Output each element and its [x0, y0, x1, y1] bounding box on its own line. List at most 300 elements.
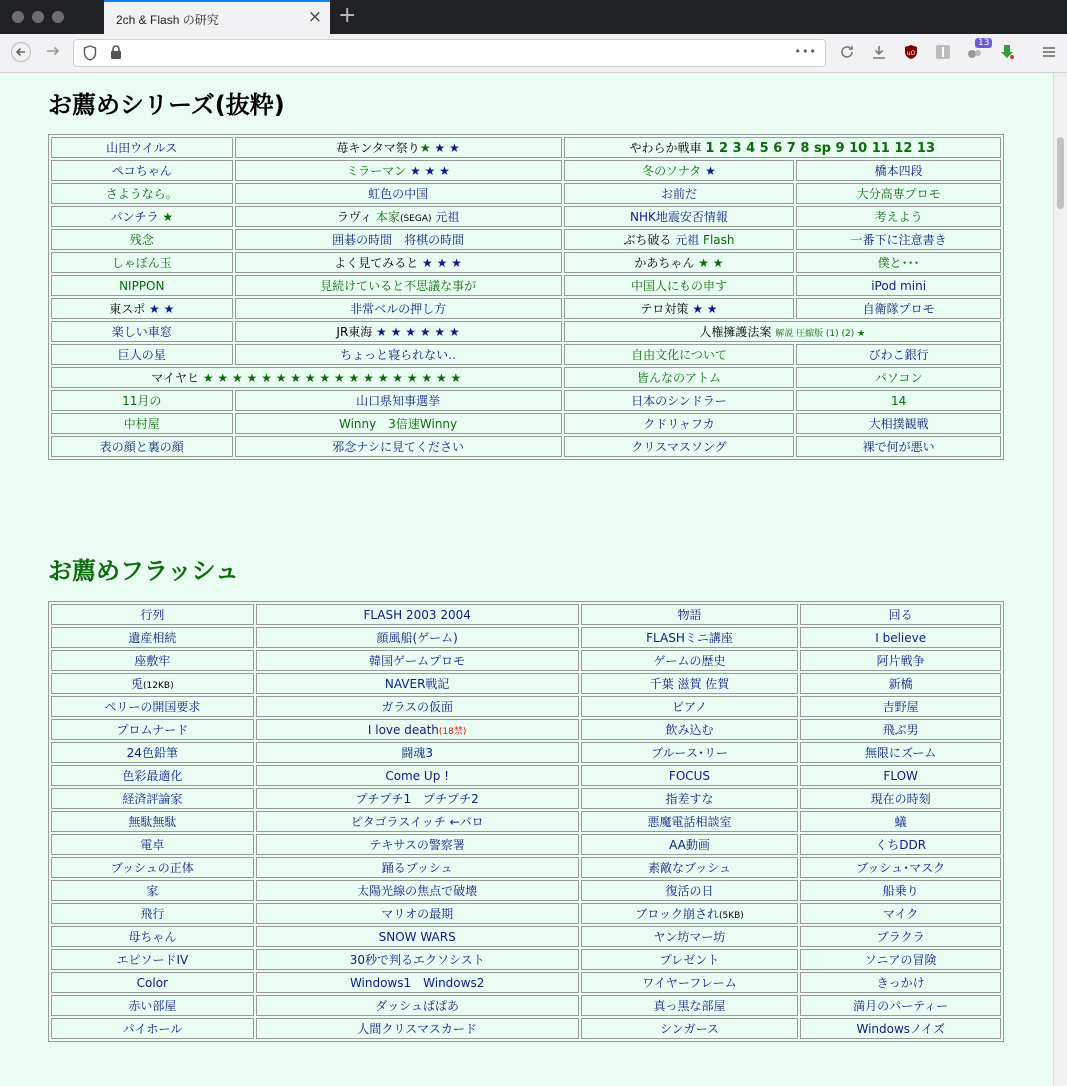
table-cell [256, 673, 579, 694]
table-cell [800, 880, 1001, 901]
link[interactable]: クドリャフカ [643, 417, 715, 431]
link[interactable]: ★ [445, 141, 460, 155]
link[interactable]: さようなら。 [105, 187, 178, 201]
link[interactable]: 解説 圧縮版 (1) (2) ★ [775, 329, 866, 339]
link[interactable]: エピソードIV [116, 953, 189, 967]
table-row [51, 650, 1001, 671]
table-cell [51, 765, 254, 786]
link[interactable]: パイホール [122, 1022, 183, 1036]
link[interactable]: 闘魂3 [401, 746, 433, 760]
lock-icon[interactable] [110, 45, 122, 64]
hamburger-menu-icon[interactable] [1040, 44, 1058, 62]
table-cell [800, 673, 1001, 694]
link[interactable]: 見続けていると不思議な事が [320, 279, 477, 293]
table-row [51, 788, 1001, 809]
link[interactable]: 人間クリスマスカード [357, 1022, 477, 1036]
link[interactable]: 中村屋 [123, 417, 160, 431]
link[interactable]: Color [136, 975, 168, 990]
table-cell [51, 252, 233, 273]
table-cell [800, 1018, 1001, 1039]
table-cell [256, 834, 579, 855]
link[interactable]: プチプチ1 プチプチ2 [355, 792, 479, 806]
link[interactable]: ピアノ [671, 700, 708, 714]
link[interactable]: 吉野屋 [882, 700, 919, 714]
table-row [51, 160, 1001, 181]
table-row [51, 811, 1001, 832]
table-cell [51, 719, 254, 740]
cell-text: JR東海 [336, 325, 373, 339]
link[interactable]: 船乗り [882, 884, 919, 898]
table-cell [51, 972, 254, 993]
link[interactable]: 指差すな [665, 792, 714, 806]
link[interactable]: 30秒で判るエクソシスト [349, 953, 485, 967]
table-cell [256, 857, 579, 878]
link[interactable]: 巨人の星 [117, 348, 166, 362]
table-cell [235, 344, 562, 365]
table-cell [581, 857, 799, 878]
link[interactable]: 考えよう [874, 210, 923, 224]
link[interactable]: 素敵なブッシュ [648, 861, 731, 875]
link[interactable]: しゃぼん玉 [111, 256, 172, 270]
table-row [51, 696, 1001, 717]
cell-text: 人権擁護法案 [699, 325, 776, 339]
link[interactable]: ちょっと寝られない‥ [340, 348, 457, 362]
link[interactable]: Winny 3倍速Winny [339, 417, 458, 431]
cell-text: 苺キンタマ祭り [336, 141, 420, 155]
link[interactable]: パソコン [874, 371, 923, 385]
table-cell [564, 390, 795, 411]
link[interactable]: 家 [146, 884, 159, 898]
link[interactable]: ペコちゃん [111, 164, 172, 178]
download-extension-icon[interactable] [998, 44, 1016, 62]
table-cell [564, 344, 795, 365]
shield-icon[interactable] [83, 45, 97, 65]
link[interactable]: 非常ベルの押し方 [350, 302, 447, 316]
link[interactable]: ★ [430, 141, 446, 155]
link[interactable]: NAVER戦記 [384, 677, 450, 691]
link[interactable]: 顔風船(ゲーム) [376, 631, 458, 645]
table-row [51, 183, 1001, 204]
maximize-window-icon[interactable] [52, 11, 64, 23]
table-row [51, 834, 1001, 855]
table-row [51, 604, 1001, 625]
tab-title: 2ch & Flash の研究 [116, 13, 219, 27]
link[interactable]: iPod mini [871, 278, 927, 293]
link[interactable]: 無駄無駄 [128, 815, 177, 829]
link[interactable]: マリオの最期 [381, 907, 454, 921]
table-cell [796, 344, 1001, 365]
link[interactable]: 経済評論家 [122, 792, 183, 806]
link[interactable]: ブロック崩され [635, 907, 719, 921]
table-row [51, 137, 1001, 158]
link[interactable]: 物語 [677, 608, 702, 622]
forward-arrow-icon[interactable] [44, 42, 62, 65]
table-cell [256, 926, 579, 947]
link[interactable]: 復活の日 [665, 884, 714, 898]
link[interactable]: 阿片戦争 [876, 654, 925, 668]
link[interactable]: シンガース [659, 1022, 720, 1036]
scrollbar-thumb[interactable] [1057, 137, 1064, 209]
table-cell [256, 903, 579, 924]
tab-close-icon[interactable]: × [307, 7, 322, 27]
link[interactable]: 満月のパーティー [853, 999, 949, 1013]
link[interactable]: Come Up ! [385, 768, 449, 783]
table-cell [800, 903, 1001, 924]
table-cell [235, 229, 562, 250]
link[interactable]: 兎 [131, 677, 144, 691]
table-cell [796, 183, 1001, 204]
table-cell [51, 367, 562, 388]
link[interactable]: 一番下に注意書き [850, 233, 947, 247]
table-cell [581, 972, 799, 993]
table-cell [796, 206, 1001, 227]
table-row [51, 390, 1001, 411]
download-icon[interactable] [870, 44, 888, 62]
table-cell [564, 160, 795, 181]
table-cell [51, 857, 254, 878]
table-cell [51, 298, 233, 319]
link[interactable]: ★ [419, 141, 431, 155]
link[interactable]: 色彩最適化 [122, 769, 183, 783]
table-row [51, 995, 1001, 1016]
link[interactable]: 飲み込む [665, 723, 714, 737]
link[interactable]: 14 [891, 393, 907, 408]
link[interactable]: FLASH 2003 2004 [363, 607, 471, 622]
table-cell [256, 880, 579, 901]
link[interactable]: 表の顔と裏の顔 [99, 440, 184, 454]
table-cell [564, 206, 795, 227]
table-cell [800, 650, 1001, 671]
link[interactable]: ★ ★ ★ ★ ★ ★ ★ ★ ★ ★ ★ ★ ★ ★ ★ ★ ★ ★ [199, 371, 462, 385]
series-heading: お薦めシリーズ(抜粋) [48, 91, 285, 119]
cell-text: (18禁) [438, 726, 467, 737]
link[interactable]: Windowsノイズ [856, 1022, 945, 1036]
table-cell [51, 183, 233, 204]
table-cell [51, 627, 254, 648]
link[interactable]: Windows1 Windows2 [349, 976, 485, 990]
ublock-extension-icon[interactable] [902, 44, 920, 62]
link[interactable]: 飛行 [140, 907, 165, 921]
link[interactable]: 遺産相続 [128, 631, 177, 645]
table-cell [235, 183, 562, 204]
cell-text: (SEGA) [399, 214, 432, 224]
table-cell [581, 788, 799, 809]
table-row [51, 972, 1001, 993]
link[interactable]: 邪念ナシに見てください [332, 440, 464, 454]
link[interactable]: 虹色の中国 [368, 187, 429, 201]
link[interactable]: 現在の時刻 [870, 792, 931, 806]
table-cell [581, 650, 799, 671]
vertical-scrollbar[interactable] [1053, 73, 1067, 1086]
table-cell [256, 765, 579, 786]
link[interactable]: ★ ★ [694, 256, 724, 270]
minimize-window-icon[interactable] [32, 11, 44, 23]
table-cell [581, 949, 799, 970]
table-cell [581, 811, 799, 832]
cell-text: ラヴィ [336, 210, 376, 224]
link[interactable]: 元祖 [675, 233, 700, 247]
page-actions-menu-icon[interactable]: ••• [794, 45, 817, 58]
link[interactable]: 皆んなのアトム [636, 371, 721, 385]
table-cell [581, 742, 799, 763]
table-cell [796, 298, 1001, 319]
table-row [51, 344, 1001, 365]
link[interactable]: I love death [367, 722, 439, 737]
table-cell [581, 834, 799, 855]
cell-text: よく見てみると [334, 256, 419, 270]
link[interactable]: ★ [158, 210, 174, 224]
table-cell [581, 995, 799, 1016]
table-row [51, 719, 1001, 740]
table-cell [564, 275, 795, 296]
table-cell [581, 719, 799, 740]
table-cell [800, 995, 1001, 1016]
table-cell [51, 742, 254, 763]
address-bar[interactable] [73, 39, 826, 67]
table-row [51, 857, 1001, 878]
extension-badge: 13 [975, 38, 992, 48]
table-cell [796, 160, 1001, 181]
link[interactable]: NIPPON [119, 278, 165, 293]
table-cell [256, 604, 579, 625]
link[interactable]: 赤い部屋 [128, 999, 177, 1013]
link[interactable]: 11月の [122, 394, 162, 408]
table-row [51, 367, 1001, 388]
link[interactable]: 母ちゃん [128, 930, 177, 944]
table-cell [800, 834, 1001, 855]
link[interactable]: ペリーの開国要求 [104, 700, 201, 714]
link[interactable]: ブルース･リー [651, 746, 728, 760]
table-cell [51, 949, 254, 970]
table-cell [51, 673, 254, 694]
link[interactable]: 橋本四段 [874, 164, 923, 178]
link[interactable]: 自衛隊プロモ [862, 302, 935, 316]
link[interactable]: FLASHミニ講座 [646, 631, 733, 645]
link[interactable]: ★ ★ [145, 302, 175, 316]
link[interactable]: 千葉 滋賀 佐賀 [649, 677, 730, 691]
link[interactable]: 飛ぶ男 [882, 723, 919, 737]
table-cell [51, 321, 233, 342]
link[interactable]: 24色鉛筆 [126, 746, 178, 760]
link[interactable]: ヤン坊マー坊 [653, 930, 726, 944]
link[interactable]: 座敷牢 [134, 654, 171, 668]
table-cell [581, 604, 799, 625]
link[interactable]: SNOW WARS [378, 929, 456, 944]
table-cell [235, 436, 562, 457]
link[interactable]: FOCUS [668, 768, 711, 783]
link[interactable]: 悪魔電話相談室 [647, 815, 732, 829]
link[interactable]: 日本のシンドラー [631, 394, 727, 408]
link[interactable]: ★ ★ [688, 302, 718, 316]
link[interactable]: ゲームの歴史 [653, 654, 726, 668]
link[interactable]: びわこ銀行 [868, 348, 929, 362]
link[interactable]: きっかけ [876, 976, 925, 990]
reload-icon[interactable] [838, 44, 856, 62]
link[interactable]: ガラスの仮面 [381, 700, 453, 714]
table-cell [800, 972, 1001, 993]
table-cell [51, 1018, 254, 1039]
link[interactable]: ダッシュぱぱあ [375, 999, 460, 1013]
table-row [51, 275, 1001, 296]
link[interactable]: 電卓 [140, 838, 165, 852]
table-cell [235, 275, 562, 296]
link[interactable]: 冬のソナタ [642, 164, 702, 178]
link[interactable]: 僕と･･･ [877, 256, 920, 270]
link[interactable]: ★ ★ ★ [418, 256, 462, 270]
table-row [51, 252, 1001, 273]
table-cell [796, 252, 1001, 273]
link[interactable]: 新橋 [888, 677, 913, 691]
cell-text: (12KB) [143, 681, 174, 691]
table-cell [235, 160, 562, 181]
link[interactable]: ★ ★ ★ [406, 164, 450, 178]
link[interactable]: 真っ黒な部屋 [653, 999, 726, 1013]
link[interactable]: NHK地震安否情報 [630, 210, 728, 224]
table-cell [800, 627, 1001, 648]
flash-table [48, 601, 1004, 1042]
table-cell [564, 137, 1001, 158]
table-cell [564, 229, 795, 250]
link[interactable]: マイク [882, 907, 919, 921]
table-cell [581, 880, 799, 901]
table-cell [256, 788, 579, 809]
table-cell [581, 1018, 799, 1039]
table-cell [51, 390, 233, 411]
link[interactable]: 韓国ゲームプロモ [369, 654, 466, 668]
link[interactable]: テキサスの警察署 [369, 838, 465, 852]
link[interactable]: 行列 [140, 608, 165, 622]
link[interactable]: ブッシュ･マスク [856, 861, 946, 875]
link[interactable]: 自由文化について [631, 348, 727, 362]
table-cell [800, 788, 1001, 809]
table-cell [235, 298, 562, 319]
table-cell [564, 436, 795, 457]
link[interactable]: ソニアの冒険 [864, 953, 937, 967]
table-cell [235, 321, 562, 342]
table-cell [51, 811, 254, 832]
link[interactable]: ブッシュの正体 [110, 861, 194, 875]
link[interactable]: ワイヤーフレーム [642, 976, 737, 990]
flash-heading: お薦めフラッシュ [48, 557, 240, 585]
link[interactable]: AA動画 [669, 838, 710, 852]
cell-text: 東スポ [109, 302, 146, 316]
table-row [51, 627, 1001, 648]
table-cell [256, 1018, 579, 1039]
link[interactable]: 大分高専プロモ [856, 187, 941, 201]
table-cell [256, 811, 579, 832]
table-row [51, 1018, 1001, 1039]
link[interactable]: ミラーマン [346, 164, 407, 178]
table-cell [256, 650, 579, 671]
link[interactable]: FLOW [883, 768, 918, 783]
link[interactable]: 囲碁の時間 将棋の時間 [332, 233, 465, 247]
table-cell [51, 604, 254, 625]
table-row [51, 742, 1001, 763]
link[interactable]: お前だ [660, 187, 697, 201]
table-cell [51, 413, 233, 434]
window-titlebar [0, 0, 1067, 34]
link[interactable]: 裸で何が悪い [862, 440, 935, 454]
link[interactable]: 楽しい車窓 [111, 325, 172, 339]
table-cell [51, 926, 254, 947]
table-cell [796, 367, 1001, 388]
table-cell [800, 765, 1001, 786]
table-cell [51, 834, 254, 855]
table-cell [256, 627, 579, 648]
table-row [51, 673, 1001, 694]
table-cell [51, 275, 233, 296]
link[interactable]: 蟻 [894, 815, 907, 829]
link[interactable]: 1 2 3 4 5 6 7 8 sp 9 10 11 12 13 [705, 141, 936, 156]
link[interactable]: 山口県知事選挙 [356, 394, 441, 408]
link[interactable]: ピタゴラスイッチ ←パロ [350, 815, 484, 829]
link[interactable]: プロムナード [116, 723, 189, 737]
table-cell [564, 413, 795, 434]
close-window-icon[interactable] [12, 11, 24, 23]
link[interactable]: Flash [699, 233, 735, 247]
table-cell [800, 857, 1001, 878]
back-arrow-icon[interactable] [11, 42, 31, 67]
link[interactable]: 中国人にもの申す [630, 279, 727, 293]
link[interactable]: 踊るブッシュ [381, 861, 453, 875]
page-content [0, 73, 1053, 1086]
link[interactable]: 無限にズーム [864, 746, 937, 760]
link[interactable]: 残念 [129, 233, 154, 247]
table-cell [235, 206, 562, 227]
link[interactable]: 本家 [375, 210, 400, 224]
link[interactable]: 回る [888, 608, 913, 622]
table-cell [581, 673, 799, 694]
link[interactable]: 元祖 [431, 210, 460, 224]
table-cell [51, 696, 254, 717]
table-cell [564, 252, 795, 273]
table-cell [51, 995, 254, 1016]
table-cell [51, 903, 254, 924]
table-cell [564, 298, 795, 319]
link[interactable]: パンチラ [110, 210, 159, 224]
link[interactable]: I believe [875, 630, 927, 645]
link[interactable]: 山田ウイルス [106, 141, 178, 155]
link[interactable]: ★ [701, 164, 716, 178]
table-cell [581, 696, 799, 717]
tab-active[interactable] [104, 0, 330, 34]
table-cell [800, 742, 1001, 763]
table-cell [581, 627, 799, 648]
table-row [51, 229, 1001, 250]
link[interactable]: クリスマスソング [631, 440, 727, 454]
reader-extension-icon[interactable] [934, 44, 952, 62]
cell-text: やわらか戦車 [629, 141, 706, 155]
new-tab-button[interactable]: + [338, 3, 357, 28]
link[interactable]: プレゼント [659, 953, 720, 967]
navigation-toolbar [0, 34, 1067, 73]
link[interactable]: 大相撲観戦 [868, 417, 929, 431]
link[interactable]: 太陽光線の焦点で破壊 [357, 884, 478, 898]
table-cell [235, 413, 562, 434]
cell-text: マイヤヒ [151, 371, 200, 385]
table-cell [51, 650, 254, 671]
link[interactable]: ★ ★ ★ ★ ★ ★ [372, 325, 460, 339]
link[interactable]: くちDDR [875, 838, 927, 852]
table-cell [796, 436, 1001, 457]
cell-text: かあちゃん [634, 256, 695, 270]
table-cell [256, 742, 579, 763]
table-cell [796, 275, 1001, 296]
table-row [51, 413, 1001, 434]
table-cell [256, 972, 579, 993]
link[interactable]: ブラクラ [876, 930, 925, 944]
table-cell [800, 926, 1001, 947]
